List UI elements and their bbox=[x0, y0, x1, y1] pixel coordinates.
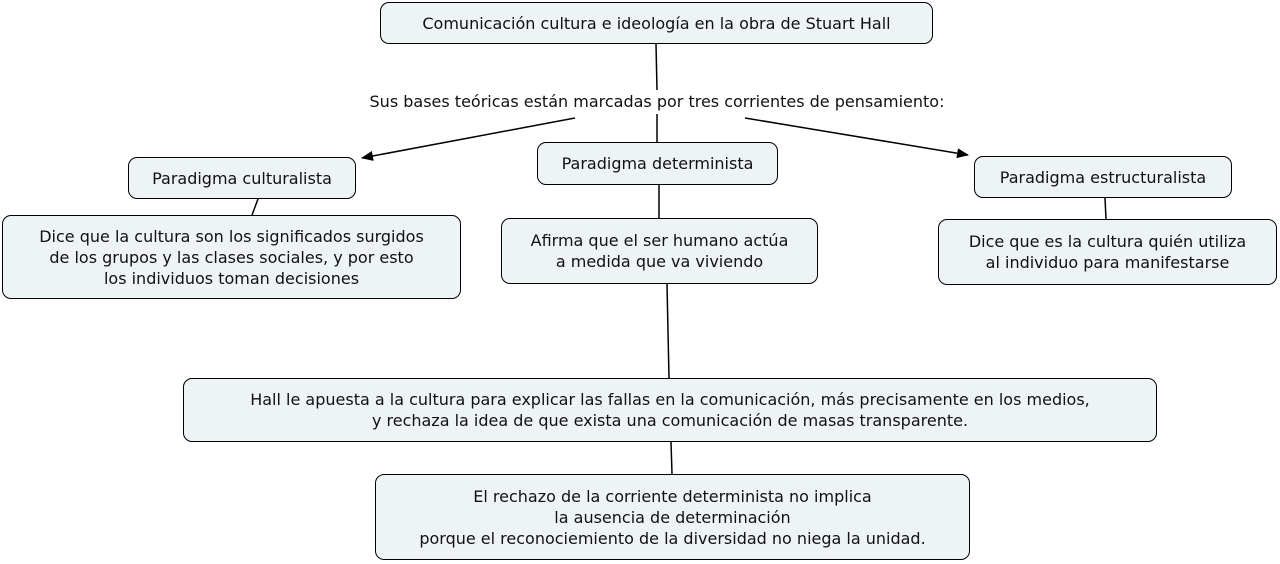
main-topic-node[interactable] bbox=[380, 2, 933, 44]
structuralist-description-node[interactable] bbox=[938, 219, 1277, 285]
linking-phrase-text: Sus bases teóricas están marcadas por tres corrientes de pensamiento: bbox=[369, 92, 945, 111]
arrow-to-structuralist bbox=[745, 118, 968, 155]
culturalist-description-line: Dice que la cultura son los significados surgidos bbox=[39, 226, 424, 246]
culturalist-description-node[interactable] bbox=[2, 215, 461, 299]
paradigm-structuralist-node[interactable] bbox=[974, 156, 1232, 198]
hall-culture-bet-line: Hall le apuesta a la cultura para explicar las fallas en la comunicación, más precisamente en los medios, bbox=[250, 390, 1090, 409]
paradigm-culturalist-node[interactable] bbox=[128, 157, 356, 199]
paradigm-determinist-label: Paradigma determinista bbox=[561, 154, 754, 173]
hall-culture-bet-node[interactable] bbox=[183, 378, 1157, 442]
paradigm-determinist-node[interactable] bbox=[537, 142, 778, 185]
determinist-description-line: a medida que va viviendo bbox=[555, 252, 764, 271]
main-topic-text: Comunicación cultura e ideología en la obra de Stuart Hall bbox=[422, 13, 891, 33]
hall-culture-bet-line: y rechaza la idea de que exista una comunicación de masas transparente. bbox=[371, 411, 969, 430]
structuralist-description-line: Dice que es la cultura quién utiliza bbox=[968, 232, 1247, 251]
determinist-description-line: Afirma que el ser humano actúa bbox=[530, 231, 789, 250]
linking-phrase bbox=[330, 92, 984, 112]
link-title-to-phrase bbox=[656, 44, 657, 90]
determinism-rejection-line: El rechazo de la corriente determinista no implica bbox=[473, 486, 872, 506]
paradigm-structuralist-label: Paradigma estructuralista bbox=[999, 167, 1207, 187]
culturalist-description-line: de los grupos y las clases sociales, y por esto bbox=[49, 247, 414, 267]
link-culturalist-to-desc bbox=[252, 199, 258, 215]
paradigm-culturalist-label: Paradigma culturalista bbox=[152, 168, 332, 188]
determinism-rejection-line: la ausencia de determinación bbox=[554, 507, 791, 527]
culturalist-description-line: los individuos toman decisiones bbox=[103, 268, 360, 288]
determinist-description-node[interactable] bbox=[501, 218, 818, 284]
determinism-rejection-node[interactable] bbox=[375, 474, 970, 560]
determinism-rejection-line: porque el reconociemiento de la diversidad no niega la unidad. bbox=[419, 528, 926, 548]
link-hall-to-rejection bbox=[671, 442, 672, 474]
structuralist-description-line: al individuo para manifestarse bbox=[985, 253, 1230, 272]
link-structuralist-to-desc bbox=[1105, 198, 1106, 219]
link-determinist-desc-to-hall bbox=[667, 284, 669, 378]
